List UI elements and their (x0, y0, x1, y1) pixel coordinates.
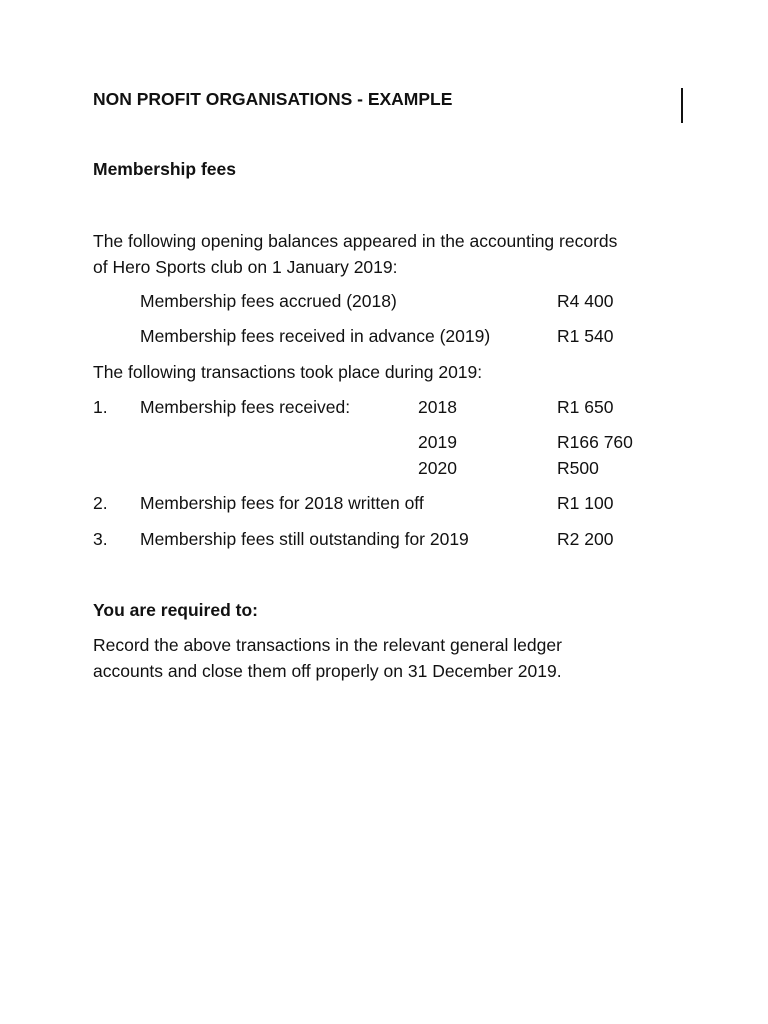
transaction-year: 2019 (418, 432, 457, 452)
opening-balance-amount: R4 400 (557, 291, 614, 311)
transaction-amount: R1 100 (557, 493, 614, 513)
transaction-number: 2. (93, 493, 108, 513)
text-cursor (681, 88, 683, 123)
transaction-amount: R166 760 (557, 432, 633, 452)
transaction-amount: R2 200 (557, 529, 614, 549)
transaction-label: Membership fees for 2018 written off (140, 493, 424, 513)
transaction-amount: R500 (557, 458, 599, 478)
transaction-amount: R1 650 (557, 397, 614, 417)
transaction-label: Membership fees still outstanding for 2019 (140, 529, 469, 549)
transactions-intro: The following transactions took place during 2019: (93, 362, 483, 382)
intro-line-1: The following opening balances appeared in the accounting records (93, 231, 618, 251)
transaction-number: 3. (93, 529, 108, 549)
opening-balance-label: Membership fees accrued (2018) (140, 291, 397, 311)
section-heading: Membership fees (93, 159, 236, 179)
opening-balance-label: Membership fees received in advance (2019) (140, 326, 491, 346)
opening-balance-amount: R1 540 (557, 326, 614, 346)
transaction-number: 1. (93, 397, 108, 417)
required-line-1: Record the above transactions in the relevant general ledger (93, 635, 562, 655)
intro-line-2: of Hero Sports club on 1 January 2019: (93, 257, 398, 277)
required-heading: You are required to: (93, 600, 258, 620)
transaction-label: Membership fees received: (140, 397, 351, 417)
transaction-year: 2018 (418, 397, 457, 417)
document-title: NON PROFIT ORGANISATIONS - EXAMPLE (93, 89, 453, 109)
transaction-year: 2020 (418, 458, 457, 478)
required-line-2: accounts and close them off properly on 31 December 2019. (93, 661, 562, 681)
